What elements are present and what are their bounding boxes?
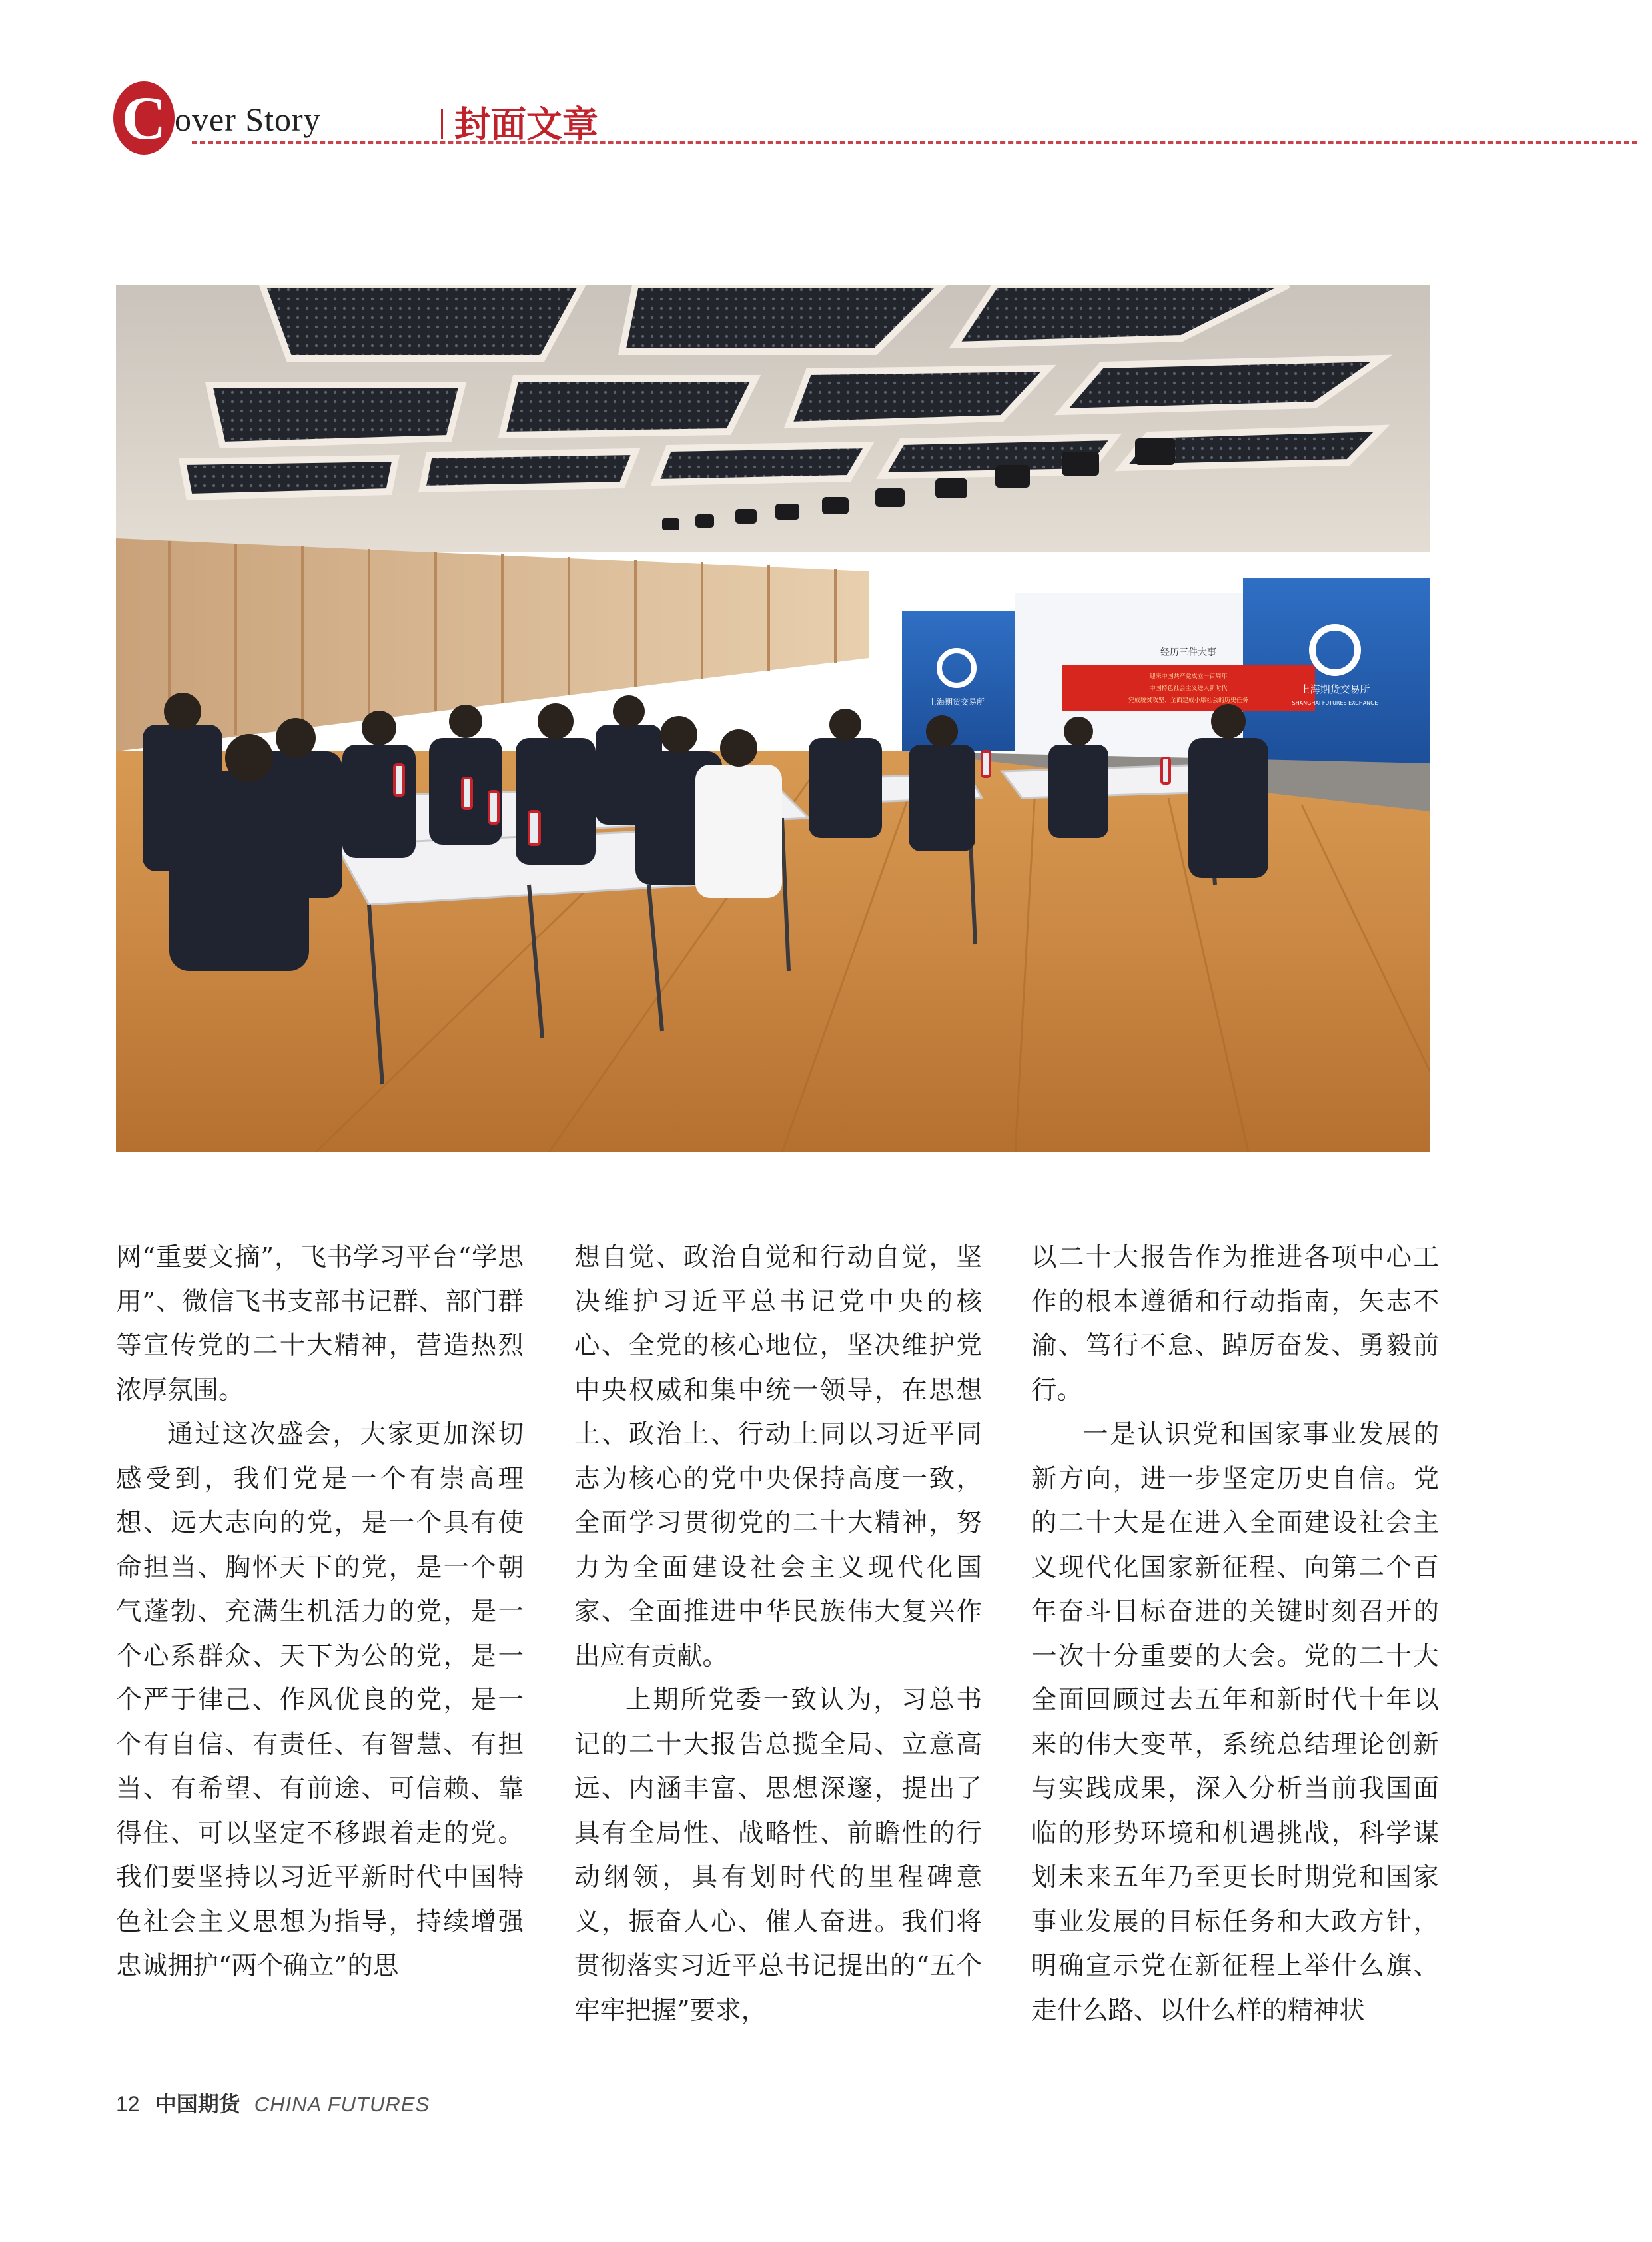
paragraph: 以二十大报告作为推进各项中心工作的根本遵循和行动指南，矢志不渝、笃行不怠、踔厉奋发、勇毅前行。 bbox=[1031, 1242, 1439, 1405]
header-dashed-rule bbox=[192, 141, 1637, 144]
page-footer bbox=[116, 2087, 430, 2118]
screen-logo-text-right-en: SHANGHAI FUTURES EXCHANGE bbox=[1292, 700, 1378, 706]
screen-line-1: 迎来中国共产党成立一百周年 bbox=[1149, 673, 1228, 680]
section-title-zh: 封面文章 bbox=[454, 103, 598, 145]
meeting-hall-photo bbox=[116, 285, 1430, 1152]
section-header bbox=[113, 80, 1645, 160]
screen-logo-text-left: 上海期货交易所 bbox=[928, 697, 985, 707]
paragraph: 想自觉、政治自觉和行动自觉，坚决维护习近平总书记党中央的核心、全党的核心地位，坚决维护党中央权威和集中统一领导，在思想上、政治上、行动上同以习近平同志为核心的党中央保持高度一致，全面学习贯彻党的二十大精神，努力为全面建设社会主义现代化国家、全面推进中华民族伟大复兴作出应有贡献。 bbox=[574, 1242, 982, 1671]
page-number: 12 bbox=[116, 2092, 140, 2116]
screen-line-3: 完成脱贫攻坚、全面建成小康社会的历史任务 bbox=[1128, 697, 1249, 704]
screen-heading: 经历三件大事 bbox=[1160, 647, 1216, 658]
cover-story-logo: C bbox=[113, 81, 175, 155]
section-title-en: over Story bbox=[175, 101, 321, 138]
screen-logo-text-right: 上海期货交易所 bbox=[1300, 683, 1370, 695]
header-divider bbox=[441, 109, 443, 139]
article-column-2 bbox=[574, 1236, 982, 2033]
magazine-name-en: CHINA FUTURES bbox=[254, 2093, 430, 2116]
paragraph: 一是认识党和国家事业发展的新方向，进一步坚定历史自信。党的二十大是在进入全面建设社会主义现代化国家新征程、向第二个百年奋斗目标奋进的关键时刻召开的一次十分重要的大会。党的二十大全面回顾过去五年和新时代十年以来的伟大变革，系统总结理论创新与实践成果，深入分析当前我国面临的形势环境和机遇挑战，科学谋划未来五年乃至更长时期党和国家事业发展的目标任务和大政方针，明确宣示党在新征程上举什么旗、走什么路、以什么样的精神状 bbox=[1031, 1419, 1439, 2026]
paragraph: 上期所党委一致认为，习总书记的二十大报告总揽全局、立意高远、内涵丰富、思想深邃，提出了具有全局性、战略性、前瞻性的行动纲领，具有划时代的里程碑意义，振奋人心、催人奋进。我们将贯彻落实习近平总书记提出的“五个牢牢把握”要求， bbox=[574, 1685, 982, 2026]
screen-line-2: 中国特色社会主义进入新时代 bbox=[1149, 685, 1228, 692]
paragraph: 通过这次盛会，大家更加深切感受到，我们党是一个有崇高理想、远大志向的党，是一个具有使命担当、胸怀天下的党，是一个朝气蓬勃、充满生机活力的党，是一个心系群众、天下为公的党，是一个严于律己、作风优良的党，是一个有自信、有责任、有智慧、有担当、有希望、有前途、可信赖、靠得住、可以坚定不移跟着走的党。我们要坚持以习近平新时代中国特色社会主义思想为指导，持续增强忠诚拥护“两个确立”的思 bbox=[116, 1419, 524, 1981]
article-column-3 bbox=[1031, 1236, 1439, 2033]
paragraph: 网“重要文摘”，飞书学习平台“学思用”、微信飞书支部书记群、部门群等宣传党的二十大精神，营造热烈浓厚氛围。 bbox=[116, 1242, 524, 1405]
article-column-1 bbox=[116, 1236, 524, 1989]
magazine-name-zh: 中国期货 bbox=[155, 2091, 240, 2117]
